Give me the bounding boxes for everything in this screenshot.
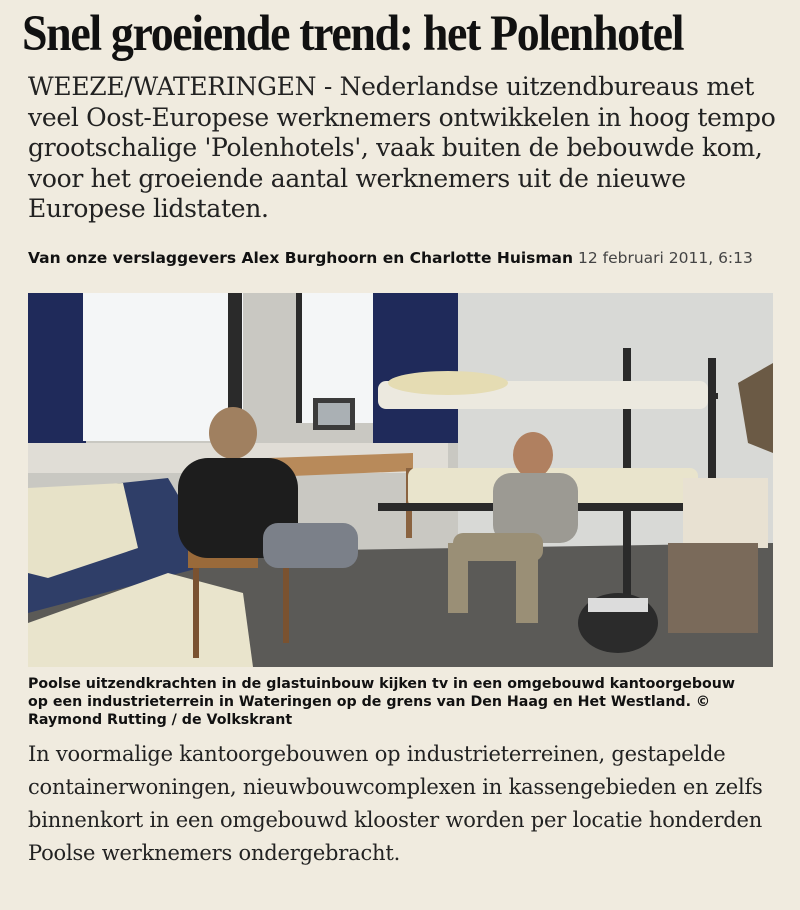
photo-caption: Poolse uitzendkrachten in de glastuinbouw kijken tv in een omgebouwd kantoorgebouw op een industrieterrein in Wateringen op de grens van Den Haag en Het Westland. © Raymond Rutting / de Volkskrant bbox=[28, 676, 735, 728]
publish-date: 12 februari 2011, 6:13 bbox=[577, 249, 753, 267]
photo-illustration bbox=[28, 293, 773, 667]
lead-paragraph: WEEZE/WATERINGEN - Nederlandse uitzendbureaus met veel Oost-Europese werknemers ontwikkelen in hoog tempo grootschalige 'Polenhotels', vaak buiten de bebouwde kom, voor het groeiende aantal werknemers uit de nieuwe Europese lidstaten. bbox=[28, 72, 776, 223]
body-paragraph: In voormalige kantoorgebouwen op industrieterreinen, gestapelde containerwoningen, nieuwbouwcomplexen in kassengebieden en zelfs binnenkort in een omgebouwd klooster worden per locatie honderden Poolse werknemers ondergebracht. bbox=[28, 742, 763, 865]
article-photo bbox=[28, 293, 773, 667]
headline: Snel groeiende trend: het Polenhotel bbox=[22, 6, 684, 62]
byline-authors: Van onze verslaggevers Alex Burghoorn en Charlotte Huisman bbox=[28, 249, 574, 267]
byline bbox=[28, 248, 768, 268]
